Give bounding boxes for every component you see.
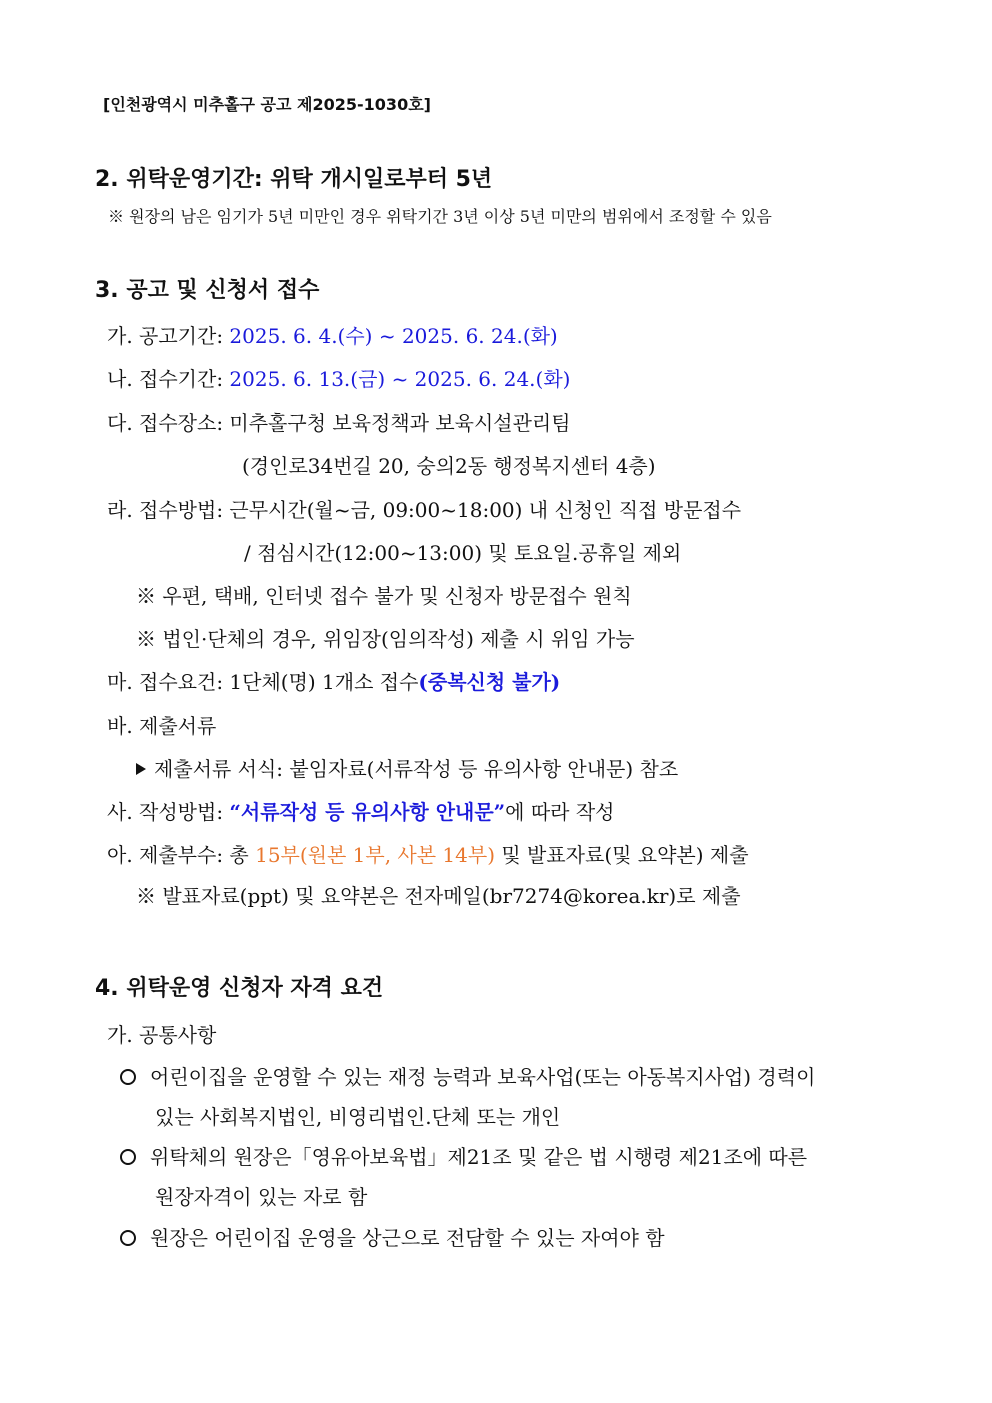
receipt-method-note2: ※ 법인·단체의 경우, 위임장(임의작성) 제출 시 위임 가능: [136, 627, 635, 651]
receipt-requirement-label: 마. 접수요건: 1단체(명) 1개소 접수: [107, 670, 419, 694]
notice-period-row: [107, 320, 558, 349]
requirement-item-1-line1: 어린이집을 운영할 수 있는 재정 능력과 보육사업(또는 아동복지사업) 경력이: [150, 1065, 816, 1089]
triangle-bullet-icon: [136, 763, 146, 775]
receipt-requirement-row: [107, 666, 560, 695]
copies-row: [107, 839, 749, 868]
receipt-method-line2: / 점심시간(12:00~13:00) 및 토요일.공휴일 제외: [244, 541, 682, 565]
requirement-item-3-line1: 원장은 어린이집 운영을 상근으로 전담할 수 있는 자여야 함: [150, 1226, 665, 1250]
writing-method-tail: 에 따라 작성: [505, 800, 615, 824]
requirement-item-1: [120, 1061, 815, 1090]
receipt-period-label: 나. 접수기간:: [107, 367, 230, 391]
notice-period-label: 가. 공고기간:: [107, 324, 230, 348]
circle-bullet-icon: [120, 1149, 136, 1165]
writing-method-value: “서류작성 등 유의사항 안내문”: [229, 800, 506, 824]
copies-tail: 및 발표자료(및 요약본) 제출: [495, 843, 749, 867]
documents-item-text: 제출서류 서식: 붙임자료(서류작성 등 유의사항 안내문) 참조: [154, 757, 679, 781]
requirement-item-2-line1: 위탁체의 원장은「영유아보육법」제21조 및 같은 법 시행령 제21조에 따른: [150, 1145, 808, 1169]
section-2-note: ※ 원장의 남은 임기가 5년 미만인 경우 위탁기간 3년 이상 5년 미만의 범위에서 조정할 수 있음: [108, 207, 772, 226]
notice-period-value: 2025. 6. 4.(수) ~ 2025. 6. 24.(화): [229, 324, 558, 348]
receipt-period-row: [107, 363, 570, 392]
section-2-title: 2. 위탁운영기간: 위탁 개시일로부터 5년: [95, 167, 493, 192]
receipt-period-value: 2025. 6. 13.(금) ~ 2025. 6. 24.(화): [229, 367, 571, 391]
requirement-item-3: [120, 1222, 665, 1251]
receipt-requirement-value: (중복신청 불가): [418, 670, 561, 694]
common-requirements-title: 가. 공통사항: [107, 1023, 217, 1047]
copies-note: ※ 발표자료(ppt) 및 요약본은 전자메일(br7274@korea.kr)로 제출: [136, 884, 741, 908]
circle-bullet-icon: [120, 1069, 136, 1085]
requirement-item-2: [120, 1141, 807, 1170]
requirement-item-2-line2: 원장자격이 있는 자로 함: [155, 1185, 368, 1209]
documents-title: 바. 제출서류: [107, 714, 217, 738]
copies-label: 아. 제출부수: 총: [107, 843, 256, 867]
receipt-place-line1: 다. 접수장소: 미추홀구청 보육정책과 보육시설관리팀: [107, 411, 571, 435]
documents-item: [136, 753, 678, 782]
circle-bullet-icon: [120, 1230, 136, 1246]
section-4-title: 4. 위탁운영 신청자 자격 요건: [95, 976, 384, 1001]
receipt-place-line2: (경인로34번길 20, 숭의2동 행정복지센터 4층): [242, 454, 656, 478]
notice-number: [인천광역시 미추홀구 공고 제2025-1030호]: [103, 95, 431, 114]
copies-value: 15부(원본 1부, 사본 14부): [255, 843, 495, 867]
section-3-title: 3. 공고 및 신청서 접수: [95, 278, 320, 303]
receipt-method-line1: 라. 접수방법: 근무시간(월~금, 09:00~18:00) 내 신청인 직접 방문접수: [107, 498, 742, 522]
receipt-method-note1: ※ 우편, 택배, 인터넷 접수 불가 및 신청자 방문접수 원칙: [136, 584, 632, 608]
requirement-item-1-line2: 있는 사회복지법인, 비영리법인.단체 또는 개인: [155, 1105, 561, 1129]
writing-method-row: [107, 796, 615, 825]
writing-method-label: 사. 작성방법:: [107, 800, 230, 824]
